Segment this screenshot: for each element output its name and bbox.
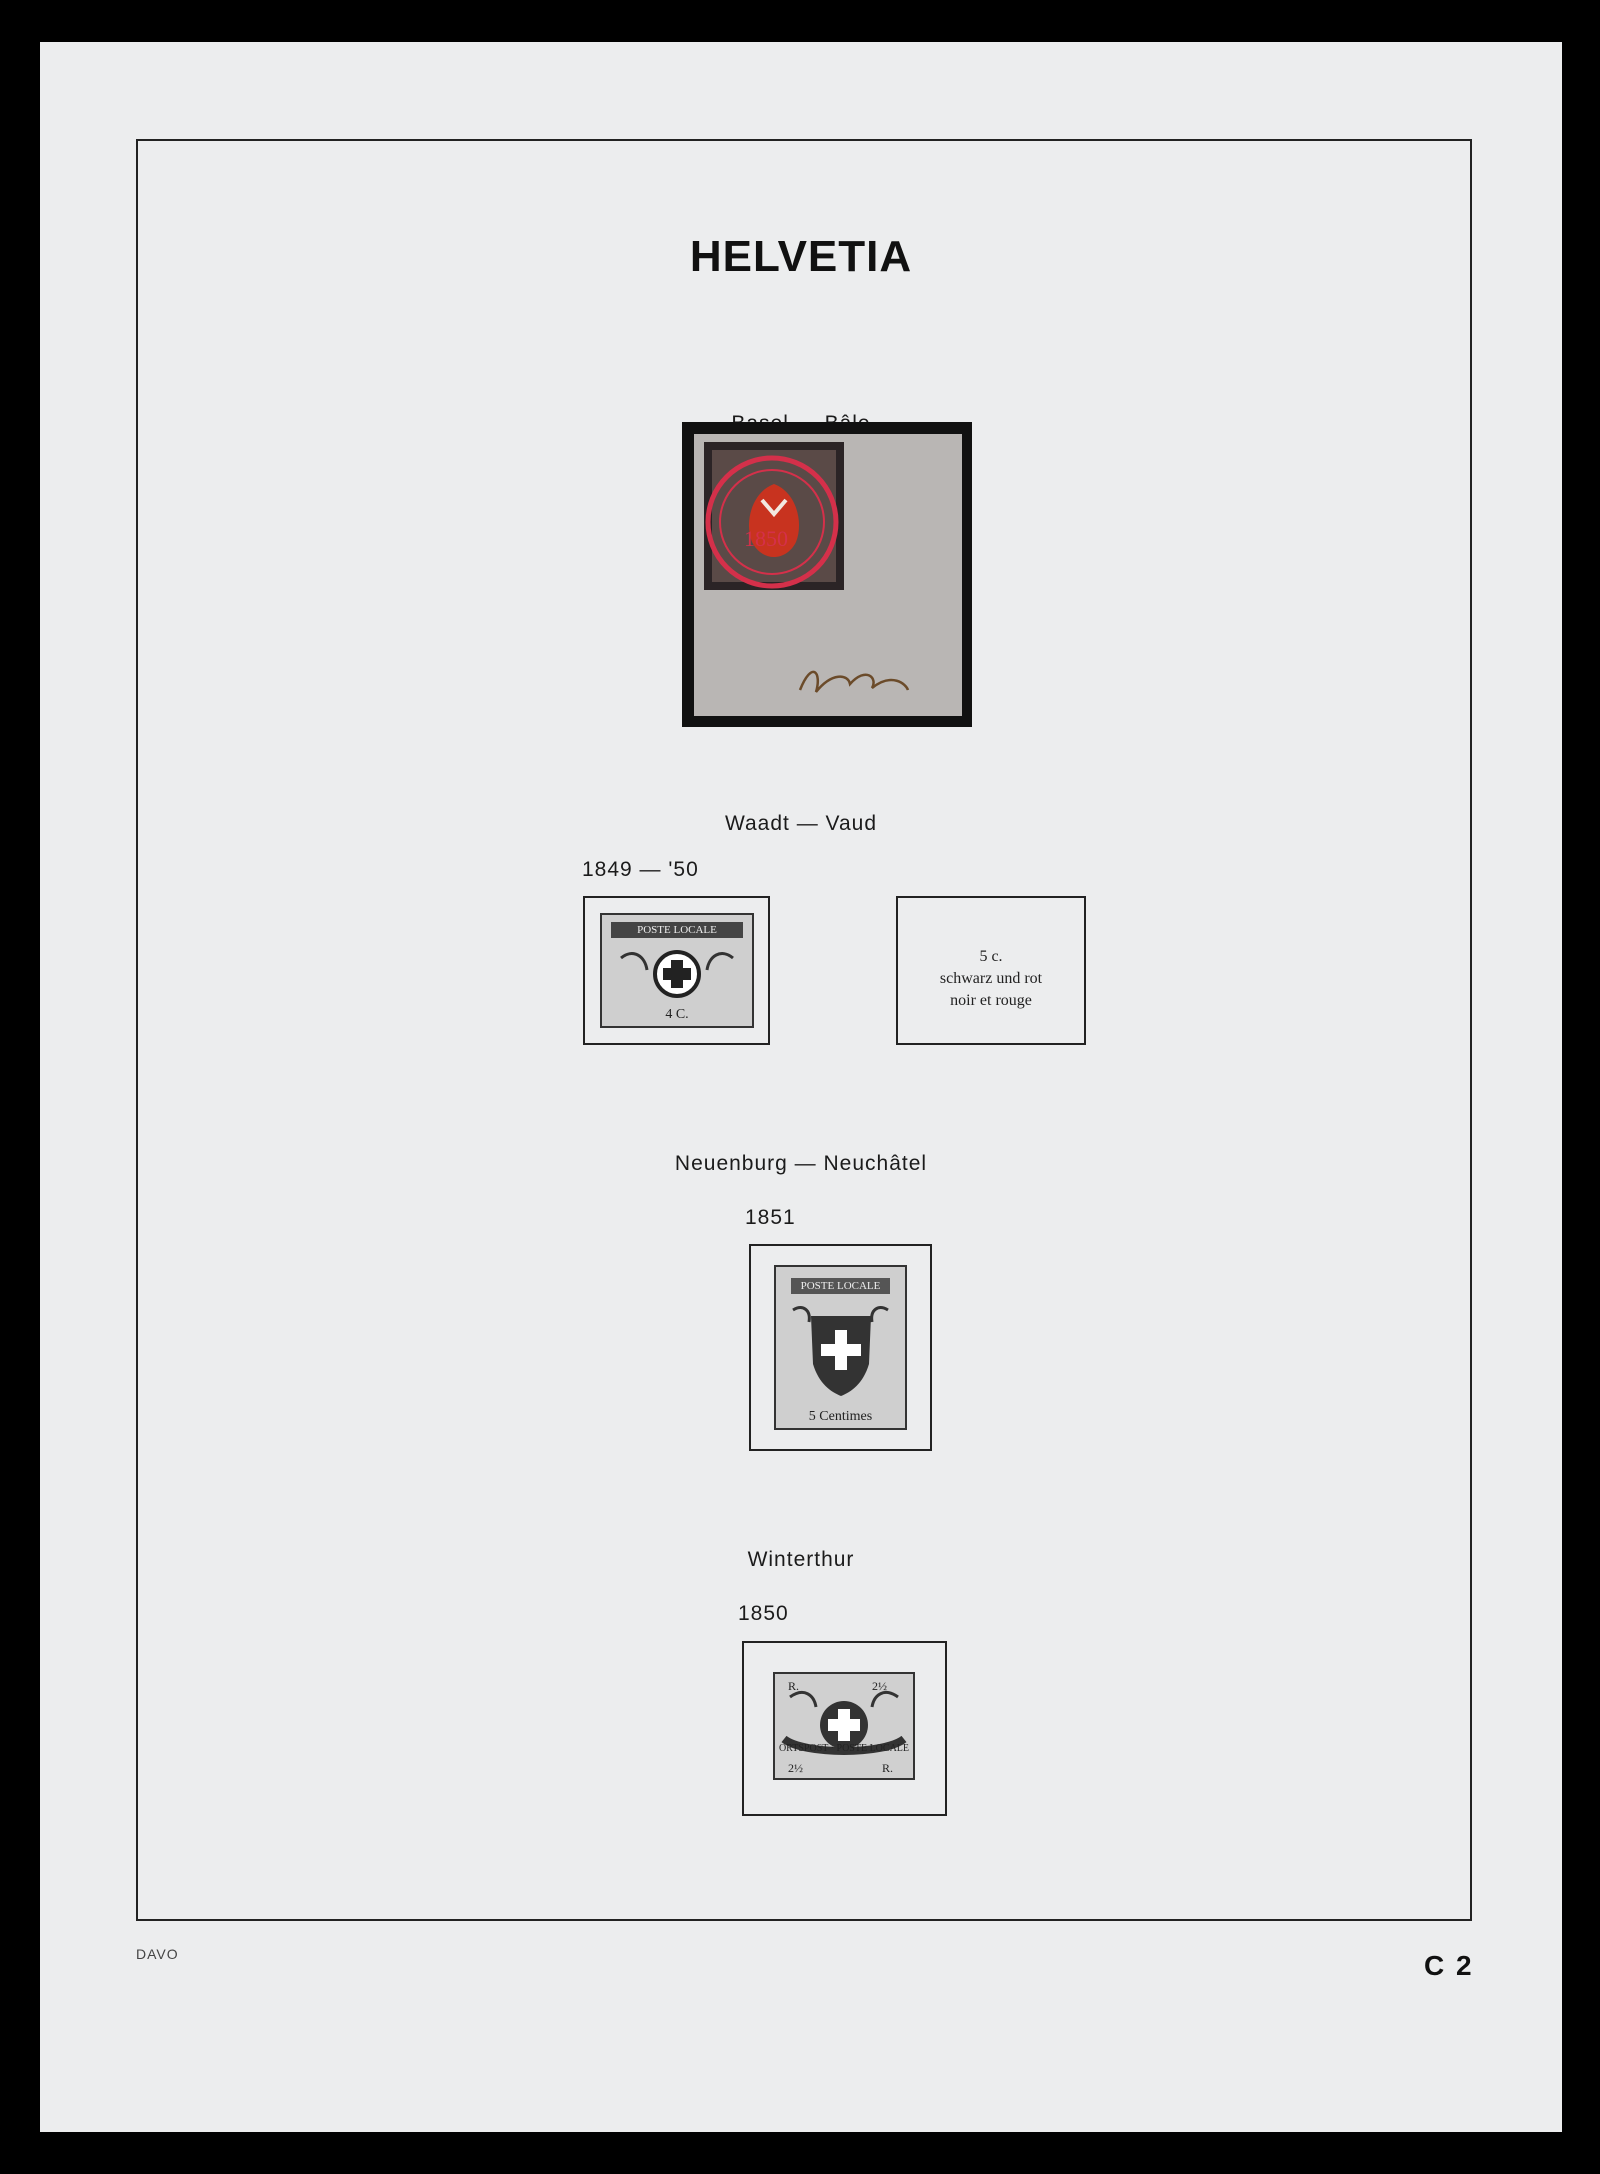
year-label-winterthur: 1850: [738, 1602, 789, 1625]
winterthur-fraction-bl: 2½: [788, 1761, 803, 1775]
svg-text:1850: 1850: [744, 526, 788, 551]
section-heading-neuenburg: Neuenburg — Neuchâtel: [674, 1152, 928, 1175]
stamp-placeholder-waadt-5c: [896, 896, 1086, 1045]
page-title: HELVETIA: [689, 232, 913, 281]
placeholder-color-de: schwarz und rot: [939, 970, 1043, 987]
section-heading-winterthur: Winterthur: [747, 1548, 855, 1571]
neuchatel-stamp-banner: POSTE LOCALE: [800, 1280, 881, 1292]
publisher-mark: DAVO: [136, 1946, 179, 1962]
stamp-box-waadt-4c: [583, 896, 770, 1045]
winterthur-stamp-banner: ORTSPOST · POSTE LOCALE: [778, 1743, 910, 1754]
basel-dove-stamp-on-piece: [682, 422, 972, 727]
winterthur-corner-br: R.: [882, 1761, 894, 1775]
placeholder-color-fr: noir et rouge: [950, 992, 1032, 1009]
year-label-waadt: 1849 — '50: [582, 858, 699, 881]
winterthur-corner-tl: R.: [788, 1679, 800, 1693]
basel-stamp-mount: [682, 422, 972, 727]
stamp-box-neuenburg: [749, 1244, 932, 1451]
winterthur-fraction-tr: 2½: [872, 1679, 887, 1693]
page-number: C 2: [1424, 1950, 1474, 1981]
vaud-stamp-banner: POSTE LOCALE: [637, 924, 717, 936]
neuchatel-stamp-value: 5 Centimes: [808, 1409, 873, 1424]
vaud-stamp-value: 4 C.: [665, 1007, 689, 1022]
stamp-box-winterthur: [742, 1641, 947, 1816]
placeholder-value: 5 c.: [979, 948, 1003, 965]
section-heading-waadt: Waadt — Vaud: [724, 812, 878, 835]
winterthur-stamp: [744, 1643, 945, 1814]
year-label-neuenburg: 1851: [745, 1206, 796, 1229]
basel-signature-text: [800, 662, 801, 663]
album-page: [40, 42, 1562, 2132]
